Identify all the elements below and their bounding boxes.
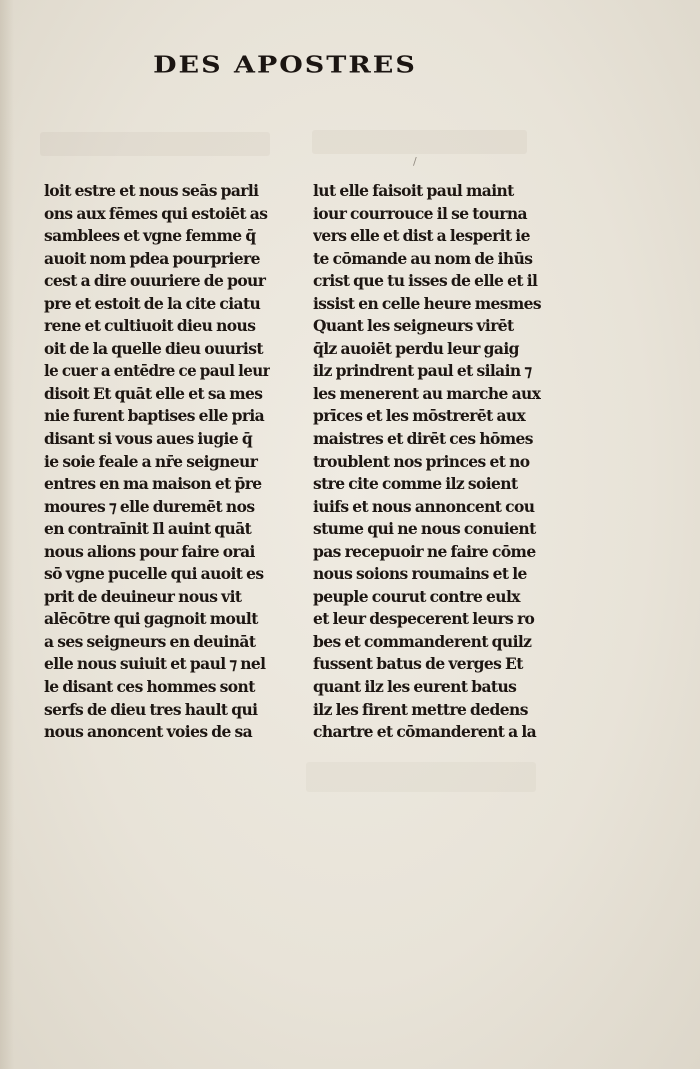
text-line: stre cite comme ilz soient — [313, 474, 518, 494]
page-edge-shadow — [0, 0, 14, 1069]
text-line: fussent batus de verges Et — [313, 654, 523, 674]
text-line: issist en celle heure mesmes — [313, 293, 541, 313]
text-line: quant ilz les eurent batus — [313, 677, 517, 697]
text-line: moures ⁊ elle duremēt nos — [44, 496, 255, 516]
text-line: loit estre et nous seās parli — [44, 181, 259, 200]
text-line: q̄lz auoiēt perdu leur gaig — [313, 338, 519, 358]
text-line: nie furent baptises elle pria — [44, 406, 265, 426]
text-line: troublent nos princes et no — [313, 451, 530, 471]
text-line: et leur despecerent leurs ro — [313, 609, 535, 629]
text-line: iour courrouce il se tourna — [313, 203, 527, 223]
show-through-top-left — [40, 132, 270, 156]
text-line: Quant les seigneurs virēt — [313, 316, 514, 336]
text-line: disant si vous aues iugie q̄ — [44, 429, 253, 449]
running-head: DES APOSTRES — [153, 52, 417, 79]
text-line: prit de deuineur nous vit — [44, 586, 242, 606]
text-line: sō vgne pucelle qui auoit es — [44, 564, 264, 584]
text-line: ilz prindrent paul et silain ⁊ — [313, 361, 532, 381]
text-line: alēcōtre qui gagnoit moult — [44, 609, 258, 629]
text-line: samblees et vgne femme q̄ — [44, 226, 256, 246]
text-line: ons aux fēmes qui estoiēt as — [44, 203, 268, 223]
text-column-left — [44, 180, 270, 744]
text-line: stume qui ne nous conuient — [313, 519, 536, 539]
text-line: les menerent au marche aux — [313, 383, 541, 403]
text-line: en contraīnit Il auint quāt — [44, 519, 252, 539]
text-line: maistres et dirēt ces hōmes — [313, 429, 533, 449]
text-line: ilz les firent mettre dedens — [313, 699, 528, 719]
text-line: nous alions pour faire orai — [44, 541, 255, 561]
text-line: pre et estoit de la cite ciatu — [44, 293, 261, 313]
show-through-bottom-right — [306, 762, 536, 792]
text-line: cest a dire ouuriere de pour — [44, 271, 266, 291]
text-line: disoit Et quāt elle et sa mes — [44, 383, 263, 403]
show-through-top-right — [312, 130, 527, 154]
text-line: nous anoncent voies de sa — [44, 722, 253, 742]
text-line: a ses seigneurs en deuināt — [44, 631, 256, 651]
text-line: prīces et les mōstrerēt aux — [313, 406, 526, 426]
text-line: le disant ces hommes sont — [44, 677, 255, 697]
text-line: vers elle et dist a lesperit ie — [313, 226, 530, 246]
text-line: pas recepuoir ne faire cōme — [313, 541, 536, 561]
text-line: serfs de dieu tres hault qui — [44, 699, 258, 719]
text-line: le cuer a entēdre ce paul leur — [44, 361, 270, 381]
text-line: rene et cultiuoit dieu nous — [44, 316, 256, 336]
stray-mark: / — [413, 155, 417, 168]
text-line: ie soie feale a nr̄e seigneur — [44, 451, 258, 471]
text-line: crist que tu isses de elle et il — [313, 271, 538, 291]
text-line: auoit nom pdea pourpriere — [44, 248, 260, 268]
text-line: oit de la quelle dieu ouurist — [44, 338, 263, 358]
text-line: iuifs et nous annoncent cou — [313, 496, 535, 516]
text-column-right — [313, 180, 541, 744]
text-line: chartre et cōmanderent a la — [313, 722, 537, 742]
text-line: lut elle faisoit paul maint — [313, 181, 514, 200]
text-line: bes et commanderent quilz — [313, 631, 532, 651]
text-line: peuple courut contre eulx — [313, 586, 520, 606]
text-line: nous soions roumains et le — [313, 564, 527, 584]
text-line: entres en ma maison et p̄re — [44, 474, 262, 494]
text-line: te cōmande au nom de ihūs — [313, 248, 533, 268]
text-line: elle nous suiuit et paul ⁊ nel — [44, 654, 266, 674]
